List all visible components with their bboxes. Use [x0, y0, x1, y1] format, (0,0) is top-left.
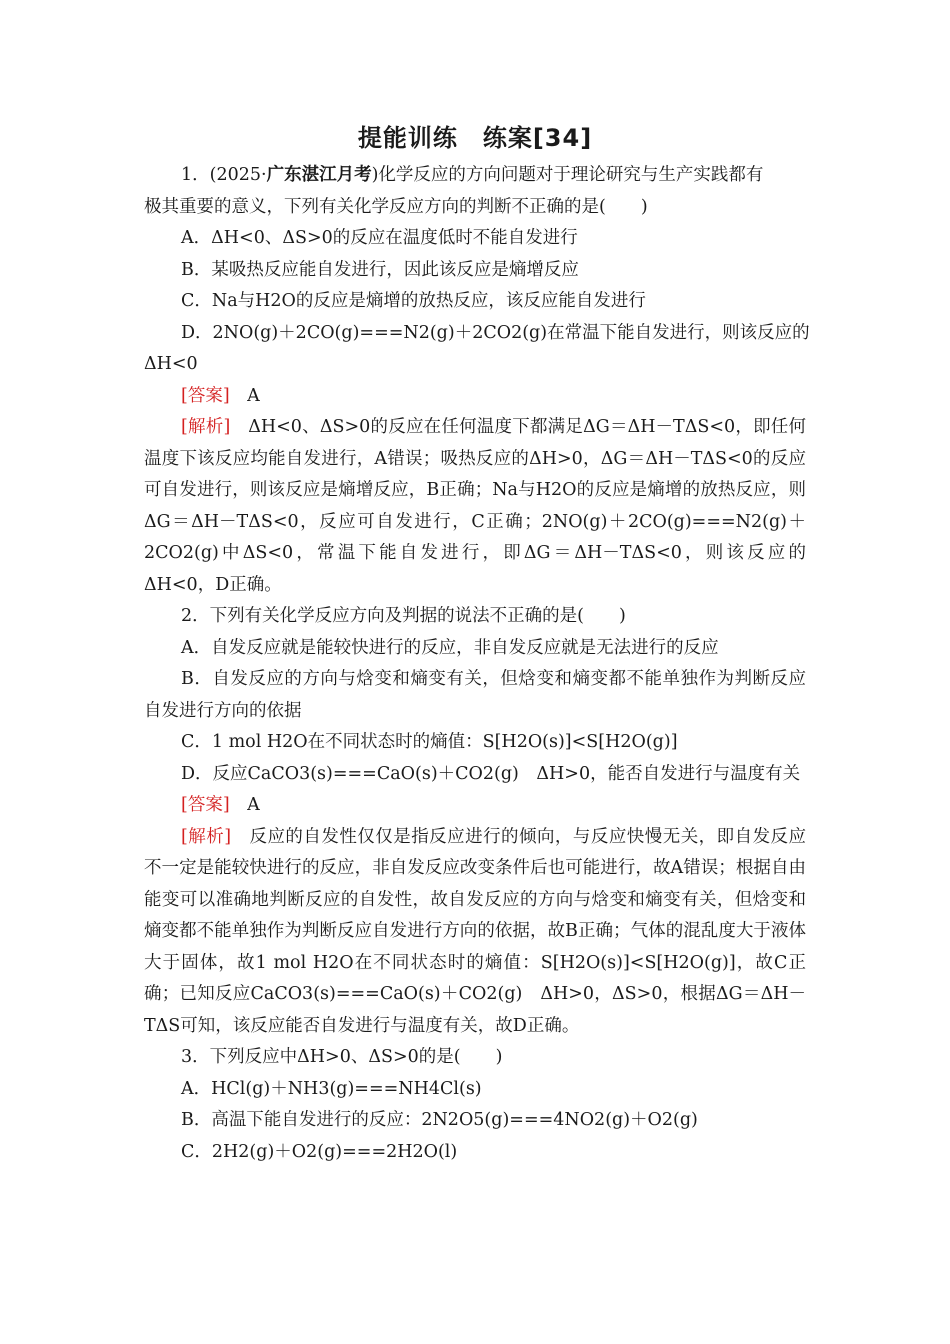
q2-option-c: C．1 mol H2O在不同状态时的熵值：S[H2O(s)]<S[H2O(g)]	[181, 732, 678, 752]
q1-analysis	[144, 412, 806, 601]
q1-source: 广东湛江月考	[266, 165, 372, 185]
q3-option-a: A．HCl(g)＋NH3(g)===NH4Cl(s)	[181, 1078, 482, 1099]
answer-label: [答案]	[181, 795, 230, 815]
answer-label: [答案]	[181, 385, 230, 406]
q3-option-b: B．高温下能自发进行的反应：2N2O5(g)===4NO2(g)＋O2(g)	[181, 1110, 698, 1130]
q2-stem: 2．下列有关化学反应方向及判据的说法不正确的是( )	[181, 606, 626, 626]
q2-option-d: D．反应CaCO3(s)===CaO(s)＋CO2(g) ΔH>0，能否自发进行与温度有关	[181, 763, 801, 784]
q1-option-b: B．某吸热反应能自发进行，因此该反应是熵增反应	[181, 259, 579, 280]
q2-option-a: A．自发反应就是能较快进行的反应，非自发反应就是无法进行的反应	[181, 637, 719, 658]
q1-source-open: (2025·	[209, 165, 267, 185]
answer-value: A	[247, 795, 260, 815]
q1-number: 1．	[181, 165, 210, 185]
q1-analysis-text: ΔH<0、ΔS>0的反应在任何温度下都满足ΔG＝ΔH－TΔS<0，即任何温度下该反应均能自发进行，A错误；吸热反应的ΔH>0，ΔG＝ΔH－TΔS<0的反应可自发进行，则该反应是熵增反应，B正确；Na与H2O的反应是熵增的放热反应，则ΔG＝ΔH－TΔS<0，反应可自发进行，C正确；2NO(g)＋2CO(g)===N2(g)＋2CO2(g)中ΔS<0，常温下能自发进行，即ΔG＝ΔH－TΔS<0，则该反应的ΔH<0，D正确。	[144, 417, 807, 595]
q1-stem-line1	[144, 160, 806, 192]
q1-option-d-line1: D．2NO(g)＋2CO(g)===N2(g)＋2CO2(g)在常温下能自发进行，则该反应的	[181, 322, 810, 343]
q1-answer	[144, 381, 806, 413]
q3-option-c: C．2H2(g)＋O2(g)===2H2O(l)	[181, 1141, 458, 1162]
answer-value: A	[247, 385, 260, 406]
q1-stem-a: 化学反应的方向问题对于理论研究与生产实践都有	[378, 165, 764, 185]
q3-stem: 3．下列反应中ΔH>0、ΔS>0的是( )	[181, 1047, 503, 1067]
q2-answer	[144, 790, 806, 822]
q1-stem-line2: 极其重要的意义，下列有关化学反应方向的判断不正确的是( )	[144, 196, 648, 217]
page-title: 提能训练 练案[34]	[357, 124, 593, 152]
q1-option-d-line2: ΔH<0	[144, 354, 198, 374]
q2-analysis	[144, 822, 806, 1043]
q2-analysis-text: 反应的自发性仅仅是指反应进行的倾向，与反应快慢无关，即自发反应不一定是能较快进行的反应，非自发反应改变条件后也可能进行，故A错误；根据自由能变可以准确地判断反应的自发性，故自发反应的方向与焓变和熵变有关，但焓变和熵变都不能单独作为判断反应自发进行方向的依据，故B正确；气体的混乱度大于液体大于固体，故1 mol H2O在不同状态时的熵值：S[H2O(s)]<S[H2O(g)]，故C正确；已知反应CaCO3(s)===CaO(s)＋CO2(g) ΔH>0，ΔS>0，根据ΔG＝ΔH－TΔS可知，该反应能否自发进行与温度有关，故D正确。	[144, 826, 807, 1036]
document-page	[144, 118, 810, 1168]
q1-source-close: )	[371, 165, 379, 185]
q1-option-a: A．ΔH<0、ΔS>0的反应在温度低时不能自发进行	[181, 228, 578, 248]
q2-option-b: B．自发反应的方向与焓变和熵变有关，但焓变和熵变都不能单独作为判断反应自发进行方向的依据	[144, 669, 806, 721]
analysis-label: [解析]	[181, 826, 232, 847]
q1-option-c: C．Na与H2O的反应是熵增的放热反应，该反应能自发进行	[181, 291, 646, 311]
analysis-label: [解析]	[181, 417, 231, 437]
